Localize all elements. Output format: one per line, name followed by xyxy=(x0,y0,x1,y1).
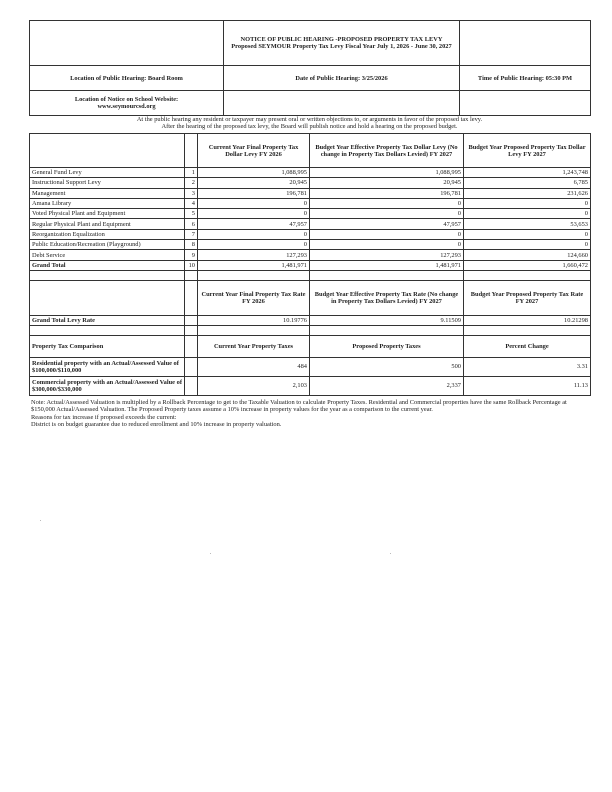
levy-value: 1,481,971 xyxy=(310,260,464,270)
blank-cell xyxy=(30,134,185,168)
levy-header: Budget Year Proposed Property Tax Dollar Levy FY 2027 xyxy=(464,134,591,168)
levy-value: 1,088,995 xyxy=(310,168,464,178)
levy-value: 0 xyxy=(310,198,464,208)
levy-row-label: Management xyxy=(30,188,185,198)
rate-value: 10.21298 xyxy=(464,315,591,325)
levy-value: 0 xyxy=(198,240,310,250)
levy-value: 0 xyxy=(464,209,591,219)
levy-row-label: Public Education/Recreation (Playground) xyxy=(30,240,185,250)
notes xyxy=(31,399,591,428)
levy-row xyxy=(30,219,591,229)
website-cell: Location of Notice on School Website: www.seymourcsd.org xyxy=(30,91,224,116)
hearing-info-table xyxy=(29,20,591,116)
levy-value: 1,481,971 xyxy=(198,260,310,270)
row-number: 5 xyxy=(185,209,198,219)
blank-cell xyxy=(185,134,198,168)
levy-row xyxy=(30,240,591,250)
rate-value: 9.11509 xyxy=(310,315,464,325)
levy-value: 6,785 xyxy=(464,178,591,188)
levy-value: 0 xyxy=(198,198,310,208)
levy-value: 0 xyxy=(198,229,310,239)
levy-row xyxy=(30,229,591,239)
levy-value: 231,626 xyxy=(464,188,591,198)
levy-value: 53,653 xyxy=(464,219,591,229)
levy-row xyxy=(30,168,591,178)
blank-cell xyxy=(460,21,591,66)
levy-row-label: Debt Service xyxy=(30,250,185,260)
levy-row-label: Reorganization Equalization xyxy=(30,229,185,239)
rate-header: Current Year Final Property Tax Rate FY 2026 xyxy=(198,280,310,315)
blank-cell xyxy=(224,91,460,116)
levy-row xyxy=(30,209,591,219)
levy-value: 1,243,748 xyxy=(464,168,591,178)
comparison-value: 11.13 xyxy=(464,376,591,395)
levy-value: 196,781 xyxy=(198,188,310,198)
levy-row-label: Voted Physical Plant and Equipment xyxy=(30,209,185,219)
blank-cell xyxy=(185,280,198,315)
levy-row xyxy=(30,198,591,208)
rate-header: Budget Year Proposed Property Tax Rate FY 2027 xyxy=(464,280,591,315)
row-number: 10 xyxy=(185,260,198,270)
reasons-label: Reasons for tax increase if proposed exceeds the current: xyxy=(31,413,177,421)
comparison-value: 2,337 xyxy=(310,376,464,395)
levy-value: 0 xyxy=(310,240,464,250)
levy-value: 0 xyxy=(464,229,591,239)
levy-value: 20,945 xyxy=(198,178,310,188)
comparison-header: Current Year Property Taxes xyxy=(198,335,310,357)
levy-value: 20,945 xyxy=(310,178,464,188)
levy-row-label: General Fund Levy xyxy=(30,168,185,178)
blank-cell xyxy=(30,280,185,315)
comparison-row-label: Residential property with an Actual/Assessed Value of $100,000/$110,000 xyxy=(30,357,185,376)
levy-row-label: Regular Physical Plant and Equipment xyxy=(30,219,185,229)
levy-row-label: Amana Library xyxy=(30,198,185,208)
hearing-location: Location of Public Hearing: Board Room xyxy=(30,66,224,91)
levy-row-label: Instructional Support Levy xyxy=(30,178,185,188)
row-number: 9 xyxy=(185,250,198,260)
comparison-value: 2,103 xyxy=(198,376,310,395)
levy-value: 0 xyxy=(310,209,464,219)
comparison-row-label: Commercial property with an Actual/Assessed Value of $300,000/$330,000 xyxy=(30,376,185,395)
reason-text: District is on budget guarantee due to reduced enrollment and 10% increase in property valuation. xyxy=(31,420,282,428)
levy-header: Current Year Final Property Tax Dollar Levy FY 2026 xyxy=(198,134,310,168)
row-number: 8 xyxy=(185,240,198,250)
levy-value: 127,293 xyxy=(198,250,310,260)
row-number: 7 xyxy=(185,229,198,239)
levy-value: 47,957 xyxy=(198,219,310,229)
rate-label: Grand Total Levy Rate xyxy=(30,315,185,325)
note-text: Note: Actual/Assessed Valuation is multiplied by a Rollback Percentage to get to the Taxable Valuation to calculate Property Taxes. Residential and Commercial properties have the same Rollback Percentage at $150,000 Actual/Assessed Valuation. The Proposed Property taxes assume a 10% increase in property values for the year as a comparison to the current year. xyxy=(31,399,567,414)
levy-value: 127,293 xyxy=(310,250,464,260)
levy-value: 1,088,995 xyxy=(198,168,310,178)
levy-value: 196,781 xyxy=(310,188,464,198)
comparison-value: 500 xyxy=(310,357,464,376)
hearing-date: Date of Public Hearing: 3/25/2026 xyxy=(224,66,460,91)
row-number: 6 xyxy=(185,219,198,229)
levy-row-label: Grand Total xyxy=(30,260,185,270)
row-number: 1 xyxy=(185,168,198,178)
comparison-value: 3.31 xyxy=(464,357,591,376)
comparison-value: 484 xyxy=(198,357,310,376)
blank-cell xyxy=(460,91,591,116)
levy-row xyxy=(30,260,591,270)
levy-value: 47,957 xyxy=(310,219,464,229)
rate-value: 10.19776 xyxy=(198,315,310,325)
rate-header: Budget Year Effective Property Tax Rate (No change in Property Tax Dollars Levied) FY 2027 xyxy=(310,280,464,315)
intro-text: At the public hearing any resident or taxpayer may present oral or written objections to, or arguments in favor of the proposed tax levy. After the hearing of the proposed tax levy, the Board will publish notice and hold a hearing on the proposed budget. xyxy=(136,116,483,131)
levy-header: Budget Year Effective Property Tax Dollar Levy (No change in Property Tax Dollars Levied) FY 2027 xyxy=(310,134,464,168)
notice-title: NOTICE OF PUBLIC HEARING -PROPOSED PROPERTY TAX LEVY Proposed SEYMOUR Property Tax Levy Fiscal Year July 1, 2026 - June 30, 2027 xyxy=(224,21,460,66)
blank-cell xyxy=(30,21,224,66)
levy-table xyxy=(29,133,591,396)
levy-row xyxy=(30,250,591,260)
levy-value: 0 xyxy=(464,198,591,208)
levy-value: 0 xyxy=(464,240,591,250)
hearing-time: Time of Public Hearing: 05:30 PM xyxy=(460,66,591,91)
comparison-header: Proposed Property Taxes xyxy=(310,335,464,357)
levy-row xyxy=(30,188,591,198)
levy-value: 0 xyxy=(310,229,464,239)
levy-value: 1,660,472 xyxy=(464,260,591,270)
levy-value: 0 xyxy=(198,209,310,219)
website-link[interactable]: www.seymourcsd.org xyxy=(97,103,156,110)
row-number: 2 xyxy=(185,178,198,188)
row-number: 3 xyxy=(185,188,198,198)
levy-value: 124,660 xyxy=(464,250,591,260)
row-number: 4 xyxy=(185,198,198,208)
comparison-header: Percent Change xyxy=(464,335,591,357)
comparison-label: Property Tax Comparison xyxy=(30,335,185,357)
levy-row xyxy=(30,178,591,188)
